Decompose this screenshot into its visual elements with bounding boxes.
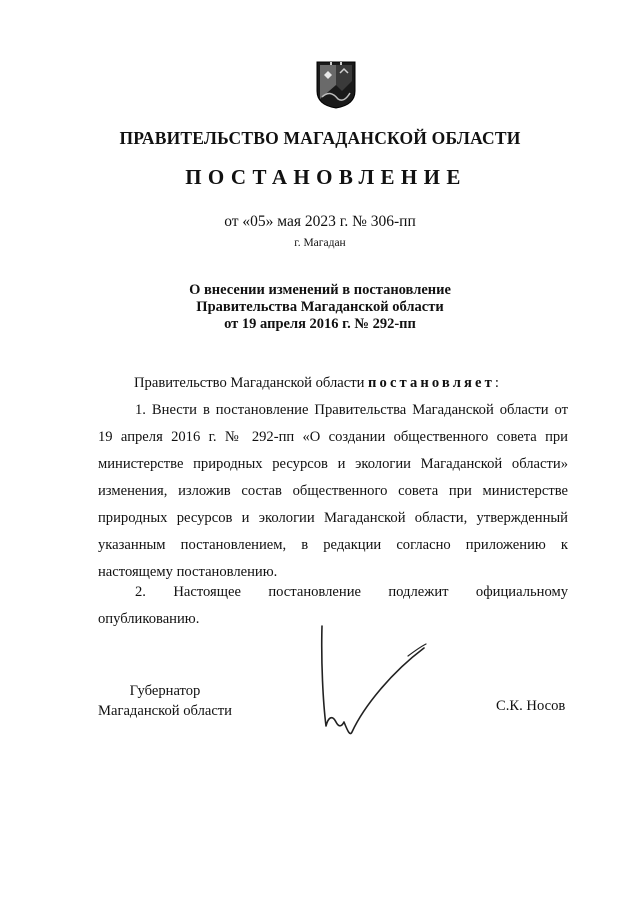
subject-line: от 19 апреля 2016 г. № 292-пп (224, 316, 416, 332)
intro-colon: : (494, 375, 499, 391)
resolves-word: постановляет (368, 375, 495, 391)
document-type: ПОСТАНОВЛЕНИЕ (185, 165, 467, 189)
handwritten-signature (312, 622, 434, 750)
position-line: Магаданской области (98, 703, 232, 719)
subject-line: Правительства Магаданской области (196, 299, 444, 315)
government-title: ПРАВИТЕЛЬСТВО МАГАДАНСКОЙ ОБЛАСТИ (119, 128, 521, 148)
signatory-name: С.К. Носов (496, 698, 566, 714)
document-date-number: от «05» мая 2023 г. № 306-пп (224, 213, 416, 230)
resolution-intro (134, 370, 574, 397)
paragraph-1-text: 1. Внести в постановление Правительства Магаданской области от 19 апреля 2016 г. № 292-пп «О создании общественного совета при министерстве природных ресурсов и экологии Магаданской области» изменения, изложив состав общественного совета при министерстве природных ресурсов и экологии Магаданской области, утвержденный указанным постановлением, в редакции согласно приложению к настоящему постановлению. (98, 402, 568, 580)
paragraph-2-text: 2. Настоящее постановление подлежит официальному опубликованию. (98, 584, 568, 627)
subject-line: О внесении изменений в постановление (189, 282, 451, 298)
signatory-position (98, 681, 232, 721)
intro-text: Правительство Магаданской области (134, 375, 369, 391)
document-subject (0, 282, 640, 333)
document-city: г. Магадан (294, 237, 346, 249)
position-line: Губернатор (129, 683, 201, 699)
coat-of-arms-icon (316, 61, 356, 109)
paragraph-1 (98, 397, 568, 586)
